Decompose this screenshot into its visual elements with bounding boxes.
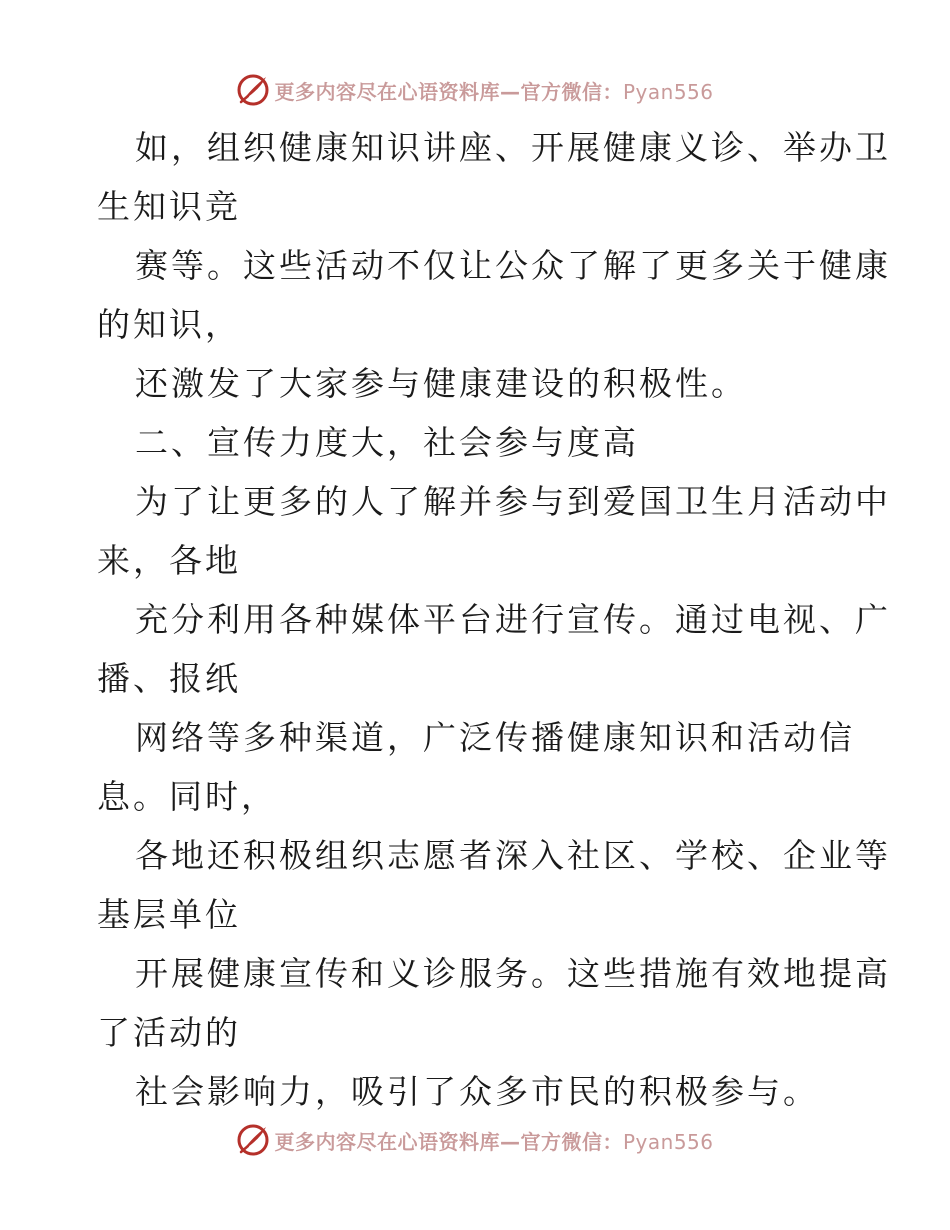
quill-logo-icon	[236, 73, 270, 107]
watermark-text-cn: 更多内容尽在心语资料库—官方微信：	[274, 79, 623, 104]
watermark-text	[274, 76, 713, 105]
paragraph-line: 为了让更多的人了解并参与到爱国卫生月活动中	[135, 482, 891, 521]
watermark-wechat-id: Pyan556	[622, 1129, 714, 1154]
paragraph-line: 还激发了大家参与健康建设的积极性。	[135, 364, 747, 403]
paragraph-line: 了活动的	[97, 1013, 241, 1052]
paragraph-line: 充分利用各种媒体平台进行宣传。通过电视、广	[135, 600, 891, 639]
paragraph-line: 的知识，	[97, 305, 241, 344]
quill-logo-icon	[236, 1123, 270, 1157]
paragraph-line: 二、宣传力度大，社会参与度高	[135, 423, 639, 462]
paragraph-line: 赛等。这些活动不仅让公众了解了更多关于健康	[135, 246, 891, 285]
header-watermark	[0, 70, 950, 110]
paragraph-line: 各地还积极组织志愿者深入社区、学校、企业等	[135, 836, 891, 875]
paragraph-line: 网络等多种渠道，广泛传播健康知识和活动信	[135, 718, 855, 757]
paragraph-line: 来，各地	[97, 541, 241, 580]
paragraph-line: 社会影响力，吸引了众多市民的积极参与。	[135, 1072, 819, 1111]
watermark-text-cn: 更多内容尽在心语资料库—官方微信：	[274, 1129, 623, 1154]
paragraph-line: 播、报纸	[97, 659, 241, 698]
paragraph-line: 生知识竞	[97, 187, 241, 226]
paragraph-line: 息。同时，	[97, 777, 277, 816]
paragraph-line: 开展健康宣传和义诊服务。这些措施有效地提高	[135, 954, 891, 993]
watermark-wechat-id: Pyan556	[622, 79, 714, 104]
watermark-text	[274, 1126, 713, 1155]
paragraph-line: 如，组织健康知识讲座、开展健康义诊、举办卫	[135, 128, 891, 167]
document-body	[97, 118, 891, 1121]
footer-watermark	[0, 1120, 950, 1160]
paragraph-line: 基层单位	[97, 895, 241, 934]
